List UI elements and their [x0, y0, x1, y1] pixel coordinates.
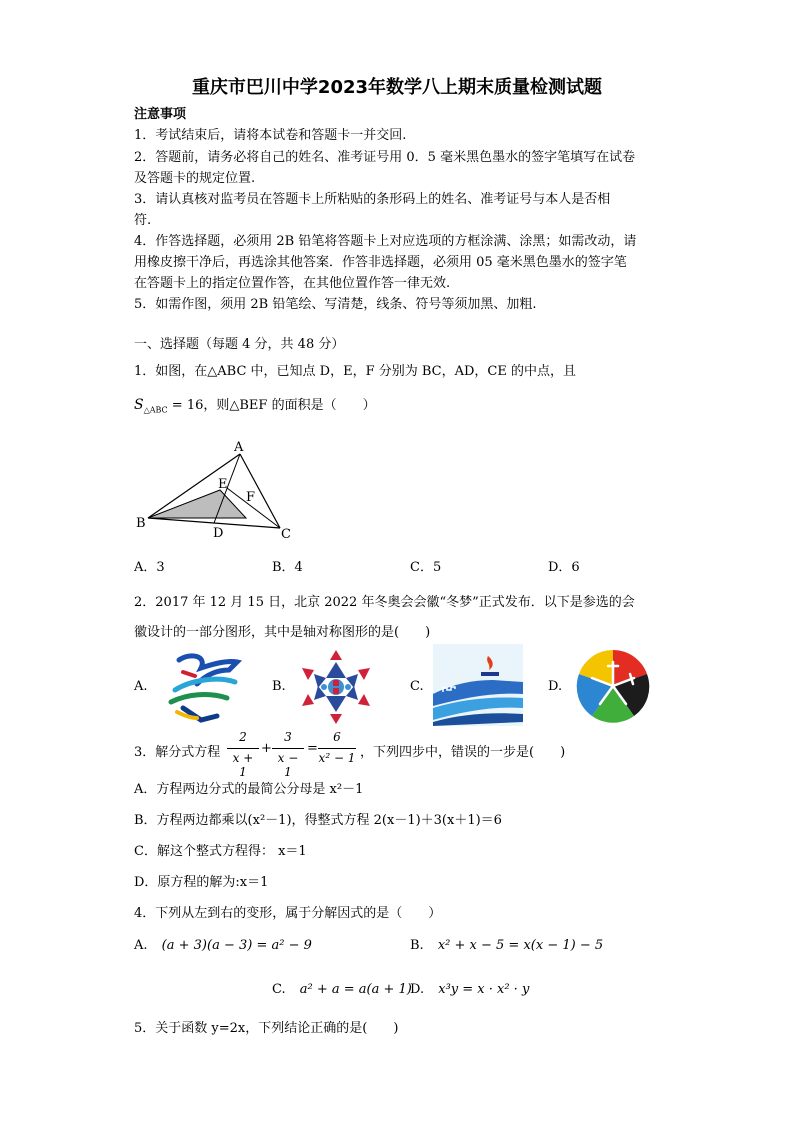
label-e: E [218, 477, 228, 492]
section-heading: 一、选择题（每题 4 分，共 48 分） [134, 337, 345, 352]
emblem-b-image[interactable] [296, 648, 376, 726]
note-line: 在答题卡上的指定位置作答，在其他位置作答一律无效. [134, 276, 451, 291]
note-line: 5．如需作图，须用 2B 铅笔绘、写清楚，线条、符号等须加黑、加粗. [134, 297, 537, 312]
note-line: 4．作答选择题，必须用 2B 铅笔将答题卡上对应选项的方框涂满、涂黑；如需改动，请 [134, 234, 637, 249]
note-line: 用橡皮擦干净后，再选涂其他答案．作答非选择题，必须用 05 毫米黑色墨水的签字笔 [134, 255, 627, 270]
q2-stem-line1: 2．2017 年 12 月 15 日，北京 2022 年冬奥会会徽“冬梦”正式发布．以下是参选的会 [134, 595, 635, 610]
q4-option-c-expr: a² + a = a(a + 1) [299, 982, 412, 997]
note-line: 2．答题前，请务必将自己的姓名、准考证号用 0．5 毫米黑色墨水的签字笔填写在试卷 [134, 150, 636, 165]
note-line: 符. [134, 213, 152, 228]
fraction-bar [227, 748, 259, 749]
q1-option-c[interactable]: C．5 [410, 560, 442, 575]
label-a: A [234, 440, 244, 455]
q4-option-a-expr: (a + 3)(a − 3) = a² − 9 [161, 938, 312, 953]
q1-option-b[interactable]: B．4 [272, 560, 303, 575]
q2-option-c-label[interactable]: C. [410, 679, 424, 694]
fraction-2-denominator: x − 1 [277, 751, 299, 779]
q4-option-c-label: C. [272, 982, 286, 997]
q4-option-b-expr: x² + x − 5 = x(x − 1) − 5 [437, 938, 604, 953]
q1-area-condition [134, 394, 376, 415]
label-d: D [213, 526, 224, 541]
q4-option-d-label: D. [410, 982, 425, 997]
page-title: 重庆市巴川中学2023年数学八上期末质量检测试题 [191, 77, 603, 98]
label-b: B [136, 516, 146, 531]
emblem-a-image[interactable] [157, 646, 243, 726]
fraction-3-numerator: 6 [333, 730, 341, 744]
fraction-bar [272, 748, 304, 749]
shaded-triangle-bef [148, 490, 246, 518]
q1-option-a[interactable]: A．3 [134, 560, 165, 575]
q2-option-d-label[interactable]: D. [548, 679, 563, 694]
q1-stem-rest: = 16，则△BEF 的面积是（ ） [167, 398, 376, 413]
q3-option-d[interactable]: D．原方程的解为:x＝1 [134, 875, 269, 890]
q4-option-c[interactable] [272, 982, 412, 997]
emblem-d-image[interactable] [572, 644, 654, 728]
q4-option-b[interactable] [410, 938, 603, 953]
q4-option-d-expr: x³y = x · x² · y [438, 982, 530, 997]
q4-option-b-label: B. [410, 938, 424, 953]
fraction-2-numerator: 3 [284, 730, 292, 744]
emblem-c-image[interactable] [433, 644, 523, 726]
q4-option-a[interactable] [134, 938, 312, 953]
q4-option-a-label: A. [134, 938, 148, 953]
q4-stem: 4．下列从左到右的变形，属于分解因式的是（ ） [134, 906, 442, 921]
q4-option-d[interactable] [410, 982, 529, 997]
q3-stem-suffix: ，下列四步中，错误的一步是( ) [360, 745, 566, 760]
note-line: 及答题卡的规定位置. [134, 171, 256, 186]
fraction-1-numerator: 2 [239, 730, 247, 744]
fraction-bar [318, 748, 356, 749]
q5-stem: 5．关于函数 y=2x，下列结论正确的是( ) [134, 1021, 399, 1036]
label-c: C [281, 527, 291, 542]
s-subscript: △ABC [143, 405, 168, 415]
q3-option-a[interactable]: A．方程两边分式的最简公分母是 x²－1 [134, 782, 364, 797]
note-line: 1．考试结束后，请将本试卷和答题卡一并交回. [134, 128, 407, 143]
fraction-1-denominator: x + 1 [232, 751, 254, 779]
q3-option-b[interactable]: B．方程两边都乘以(x²－1)，得整式方程 2(x－1)＋3(x＋1)＝6 [134, 813, 502, 828]
q3-stem-prefix: 3．解分式方程 [134, 745, 221, 760]
equals-sign: = [307, 741, 318, 756]
triangle-figure [134, 436, 304, 542]
q1-stem: 1．如图，在△ABC 中，已知点 D，E，F 分别为 BC，AD，CE 的中点，且 [134, 364, 576, 379]
q1-option-d[interactable]: D．6 [548, 560, 580, 575]
q3-option-c[interactable]: C．解这个整式方程得： x＝1 [134, 844, 307, 859]
s-symbol: S [134, 397, 144, 413]
q2-stem-line2: 徽设计的一部分图形，其中是轴对称图形的是( ) [134, 625, 431, 640]
q2-option-a-label[interactable]: A. [134, 679, 148, 694]
plus-sign: + [261, 741, 272, 756]
fraction-3-denominator: x² − 1 [318, 751, 356, 765]
note-line: 3．请认真核对监考员在答题卡上所粘贴的条形码上的姓名、准考证号与本人是否相 [134, 192, 611, 207]
notes-heading: 注意事项 [134, 107, 187, 122]
q2-option-b-label[interactable]: B. [272, 679, 286, 694]
label-f: F [246, 490, 256, 505]
